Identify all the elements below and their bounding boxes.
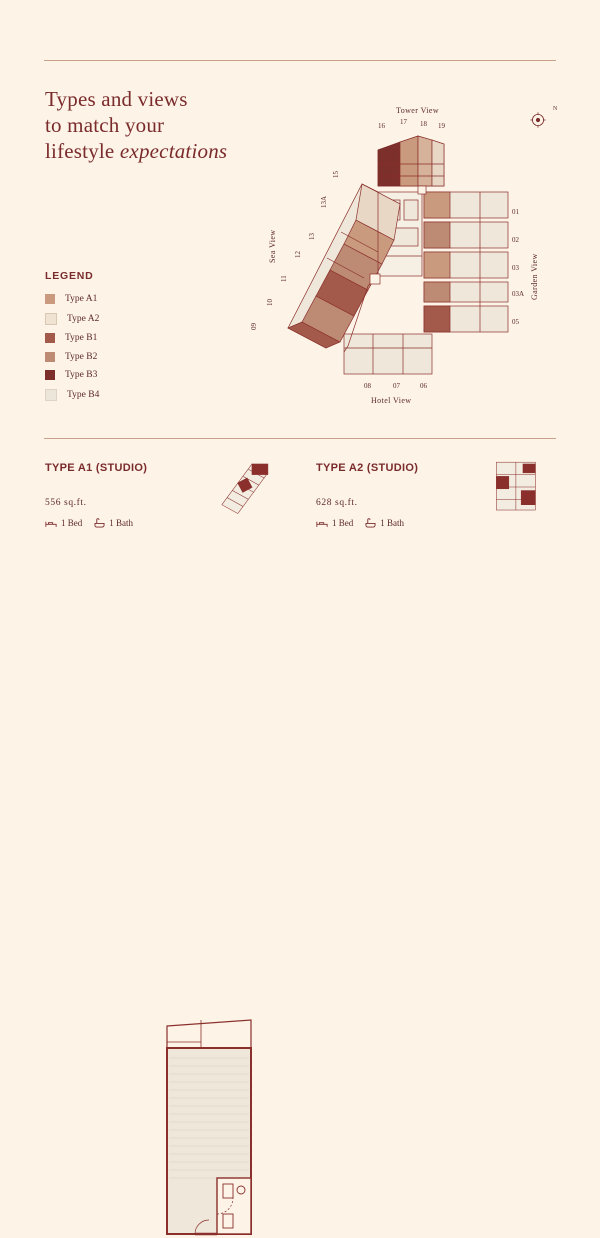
page-title-line1: Types and views — [45, 87, 188, 111]
unit-a1-baths: 1 Bath — [109, 518, 133, 528]
site-plan-label-garden-view: Garden View — [530, 253, 539, 300]
site-plan-label-tower-view: Tower View — [396, 106, 440, 115]
bed-icon — [316, 519, 328, 528]
legend-swatch-type-a1 — [45, 294, 55, 304]
page-title-line3 — [45, 138, 227, 164]
legend-swatch-type-b3 — [45, 370, 55, 380]
site-plan-unit-05: 05 — [512, 318, 519, 326]
legend-item-type-b3 — [45, 370, 195, 380]
site-plan-block-hotel — [344, 334, 432, 374]
site-plan-label-hotel-view: Hotel View — [371, 396, 412, 405]
compass-north-label: N — [553, 106, 558, 112]
unit-a2-area: 628 sq.ft. — [316, 498, 358, 508]
bath-icon — [94, 518, 105, 528]
legend-label-type-b4: Type B4 — [67, 389, 100, 400]
site-plan-unit-03: 03 — [512, 264, 519, 272]
site-plan-unit-01: 01 — [512, 208, 519, 216]
unit-a1-title: TYPE A1 (STUDIO) — [45, 462, 148, 474]
page-title-line2: to match your — [45, 113, 165, 137]
legend-label-type-b1: Type B1 — [65, 333, 98, 343]
legend-item-type-b4 — [45, 389, 195, 401]
legend-item-type-a2 — [45, 313, 195, 325]
legend-item-type-a1 — [45, 294, 195, 304]
unit-a1-beds: 1 Bed — [61, 518, 83, 528]
site-plan-unit-07: 07 — [393, 382, 400, 390]
page-title — [45, 86, 227, 164]
legend-label-type-b2: Type B2 — [65, 351, 98, 362]
site-plan-unit-02: 02 — [512, 236, 519, 244]
bed-icon — [45, 519, 57, 528]
site-plan-unit-10: 10 — [266, 299, 274, 306]
unit-a1-area: 556 sq.ft. — [45, 498, 87, 508]
site-plan-unit-15: 15 — [332, 171, 340, 178]
legend-swatch-type-a2 — [45, 313, 57, 325]
site-plan-unit-13a: 13A — [320, 195, 328, 208]
site-plan-unit-19: 19 — [438, 122, 445, 130]
site-plan-unit-16: 16 — [378, 122, 385, 130]
unit-a1-keyplan — [213, 458, 275, 516]
unit-a2-meta — [316, 518, 566, 528]
site-plan-unit-13: 13 — [308, 233, 316, 240]
legend-title: LEGEND — [45, 270, 94, 282]
page-title-line3-plain: lifestyle — [45, 139, 120, 163]
page-title-emphasis: expectations — [119, 139, 228, 163]
site-plan-unit-06: 06 — [420, 382, 427, 390]
unit-block-a2 — [316, 462, 566, 528]
legend-swatch-type-b4 — [45, 389, 57, 401]
site-plan-block-tower — [378, 136, 444, 186]
site-plan-unit-03a: 03A — [512, 290, 525, 298]
unit-a2-beds: 1 Bed — [332, 518, 354, 528]
site-plan-block-garden — [424, 192, 508, 332]
legend-label-type-a2: Type A2 — [67, 313, 100, 324]
site-plan-label-sea-view: Sea View — [268, 229, 277, 263]
site-plan — [228, 100, 568, 430]
unit-a2-title: TYPE A2 (STUDIO) — [316, 462, 419, 474]
unit-block-a1 — [45, 462, 295, 528]
unit-a1-floorplan — [155, 1018, 277, 1238]
bath-icon — [365, 518, 376, 528]
unit-a2-baths: 1 Bath — [380, 518, 404, 528]
legend — [45, 270, 195, 409]
legend-item-type-b2 — [45, 352, 195, 362]
legend-swatch-type-b1 — [45, 333, 55, 343]
site-plan-unit-09: 09 — [250, 323, 258, 330]
site-plan-unit-08: 08 — [364, 382, 371, 390]
divider-middle — [44, 438, 556, 439]
legend-label-type-a1: Type A1 — [65, 294, 98, 304]
site-plan-unit-12: 12 — [294, 251, 302, 258]
legend-item-type-b1 — [45, 333, 195, 343]
divider-top — [44, 60, 556, 61]
legend-swatch-type-b2 — [45, 352, 55, 362]
legend-label-type-b3: Type B3 — [65, 370, 98, 380]
unit-a1-meta — [45, 518, 295, 528]
site-plan-unit-17: 17 — [400, 118, 407, 126]
site-plan-unit-11: 11 — [280, 275, 288, 282]
site-plan-unit-18: 18 — [420, 120, 427, 128]
compass-icon — [530, 112, 546, 128]
unit-a2-keyplan — [484, 458, 546, 516]
